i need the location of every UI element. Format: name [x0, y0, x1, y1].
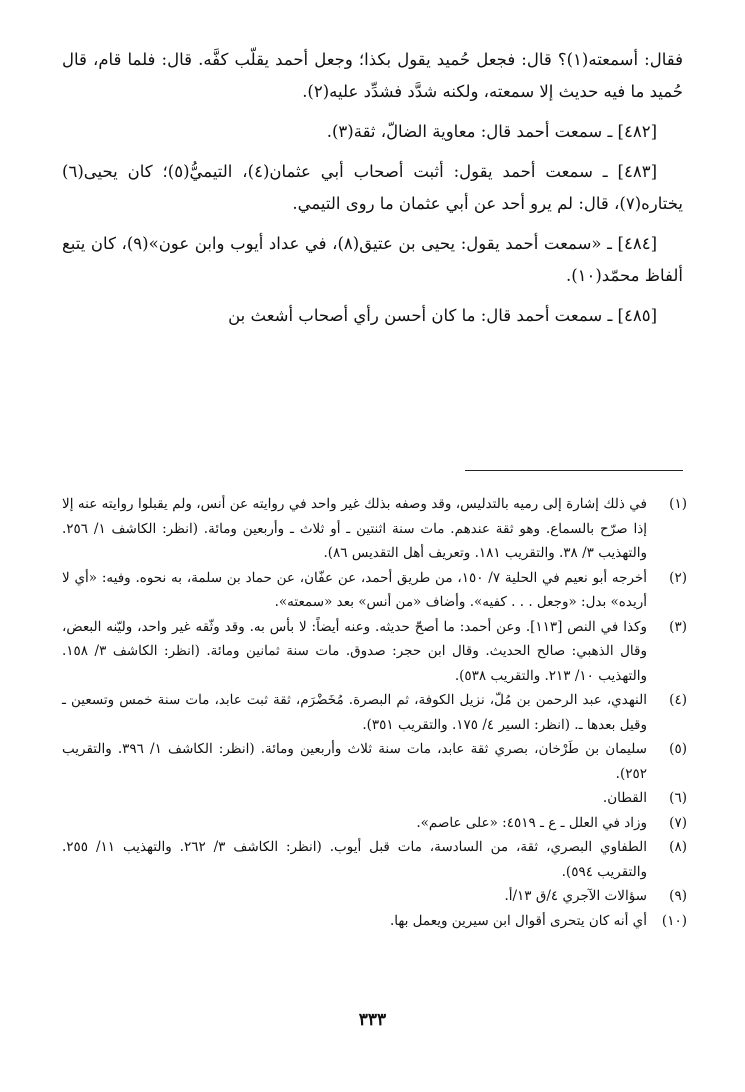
main-text [62, 44, 683, 340]
page-number: ٣٣٣ [358, 1010, 387, 1030]
paragraph-482: [٤٨٢] ـ سمعت أحمد قال: معاوية الضالّ، ثقة(٣). [326, 122, 657, 141]
footnote-separator [465, 470, 683, 471]
footnote-number: (٩) [669, 888, 687, 904]
footnote-number: (٢) [669, 569, 687, 586]
footnote-number: (٦) [669, 790, 687, 806]
footnote-text: وزاد في العلل ـ ع ـ ٤٥١٩: «على عاصم». [416, 814, 647, 831]
footnote [62, 688, 687, 737]
paragraph-485: [٤٨٥] ـ سمعت أحمد قال: ما كان أحسن رأي أصحاب أشعث بن [228, 306, 657, 325]
footnotes [62, 492, 687, 933]
footnote [62, 566, 687, 615]
footnote-text: أخرجه أبو نعيم في الحلية ٧/ ١٥٠، من طريق أحمد، عن عفّان، عن حماد بن سلمة، به نحوه. وفيه: «أي لا أريده» بدل: «وجعل . . . كفيه». وأضاف «من أنس» بعد «سمعته». [62, 569, 647, 610]
footnote [62, 884, 687, 909]
footnote [62, 909, 687, 934]
footnote-number: (١٠) [661, 912, 687, 929]
footnote-number: (٣) [669, 618, 687, 635]
footnote-text: النهدي، عبد الرحمن بن مُلّ، نزيل الكوفة، ثم البصرة. مُخَضْرَم، ثقة ثبت عابد، مات سنة خمس وتسعين ـ وقيل بعدها ـ. (انظر: السير ٤/ ١٧٥. والتقريب ٣٥١). [62, 692, 647, 733]
footnote-text: وكذا في النص [١١٣]. وعن أحمد: ما أصحّ حديثه. وعنه أيضاً: لا بأس به. وقد وثّقه غير واحد، وليّنه البعض، وقال الذهبي: صالح الحديث. وقال ابن حجر: صدوق. مات سنة ثمانين ومائة. (انظر: الكاشف ٣/ ١٥٨. والتهذيب ١٠/ ٢١٣. والتقريب ٥٣٨). [62, 618, 647, 684]
paragraph-484: [٤٨٤] ـ «سمعت أحمد يقول: يحيى بن عتيق(٨)، في عداد أيوب وابن عون»(٩)، كان يتبع ألفاظ محمّد(١٠). [62, 234, 683, 285]
footnote [62, 737, 687, 786]
footnote-text: الطفاوي البصري، ثقة، من السادسة، مات قبل أيوب. (انظر: الكاشف ٣/ ٢٦٢. والتهذيب ١١/ ٢٥٥. والتقريب ٥٩٤). [62, 839, 647, 880]
footnote-text: في ذلك إشارة إلى رميه بالتدليس، وقد وصفه بذلك غير واحد في روايته عن أنس، ولم يقبلوا روايته عنه إلا إذا صرّح بالسماع. وهو ثقة عندهم. مات سنة اثنتين ـ أو ثلاث ـ وأربعين ومائة. (انظر: الكاشف ١/ ٢٥٦. والتهذيب ٣/ ٣٨. والتقريب ١٨١. وتعريف أهل التقديس ٨٦). [62, 496, 647, 561]
footnote-text: أي أنه كان يتحرى أقوال ابن سيرين ويعمل بها. [389, 912, 647, 929]
footnote-text: سليمان بن طَرْخان، بصري ثقة عابد، مات سنة ثلاث وأربعين ومائة. (انظر: الكاشف ١/ ٣٩٦. والتقريب ٢٥٢). [62, 741, 647, 782]
footnote-number: (٤) [669, 692, 687, 708]
footnote [62, 835, 687, 884]
footnote [62, 615, 687, 689]
footnote-text: سؤالات الآجري ٤/ق ١٣/أ. [504, 888, 647, 904]
footnote-number: (١) [669, 496, 687, 512]
paragraph-483: [٤٨٣] ـ سمعت أحمد يقول: أثبت أصحاب أبي عثمان(٤)، التيميُّ(٥)؛ كان يحيى(٦) يختاره(٧)، قال: لم يرو أحد عن أبي عثمان ما روى التيمي. [62, 162, 683, 213]
paragraph-continuation: فقال: أسمعته(١)؟ قال: فجعل حُميد يقول ‌‌‌‌‌‌‌‌‌‌‌‌‌بكذا؛ وجعل أحمد يقلّب كفَّه. قال: فلما قام، قال حُميد ما فيه حديث إلا سمعته، ولكنه شدَّد فشدِّد عليه(٢). [62, 50, 683, 101]
footnote-number: (٨) [669, 839, 687, 855]
footnote-number: (٧) [669, 814, 687, 831]
footnote [62, 492, 687, 566]
footnote [62, 811, 687, 836]
footnote-text: القطان. [602, 790, 647, 806]
footnote [62, 786, 687, 811]
footnote-number: (٥) [669, 741, 687, 757]
